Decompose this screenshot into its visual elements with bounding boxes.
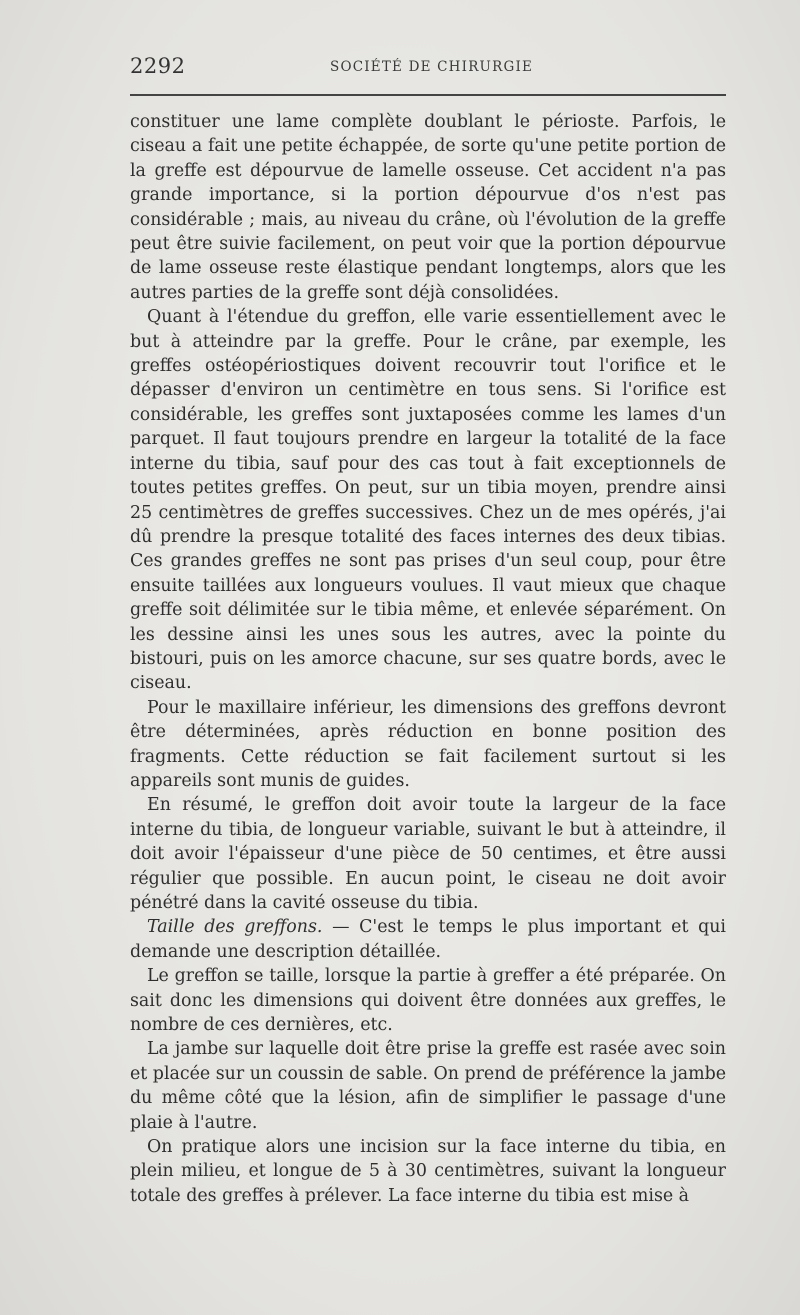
page-header — [130, 54, 726, 84]
paragraph: constituer une lame complète doublant le périoste. Parfois, le ciseau a fait une petite échappée, de sorte qu'une petite portion de la greffe est dépourvue de lamelle osseuse. Cet accident n'a pas grande importance, si la portion dépourvue d'os n'est pas considérable ; mais, au niveau du crâne, où l'évolution de la greffe peut être suivie facilement, on peut voir que la portion dépourvue de lame osseuse reste élastique pendant longtemps, alors que les autres parties de la greffe sont déjà consolidées. — [130, 112, 726, 303]
paragraph: Pour le maxillaire inférieur, les dimensions des greffons devront être déterminées, après réduction en bonne position des fragments. Cette réduction se fait facilement surtout si les appareils sont munis de guides. — [130, 697, 726, 791]
page-number: 2292 — [130, 54, 186, 78]
section-title: Taille des greffons. — [147, 917, 323, 938]
paragraph: En résumé, le greffon doit avoir toute la largeur de la face interne du tibia, de longueur variable, suivant le but à atteindre, il doit avoir l'épaisseur d'une pièce de 50 centimes, et être aussi régulier que possible. En aucun point, le ciseau ne doit avoir pénétré dans la cavité osseuse du tibia. — [130, 795, 726, 913]
section-paragraph — [130, 915, 726, 964]
running-title: SOCIÉTÉ DE CHIRURGIE — [330, 59, 534, 75]
section-text: — C'est le temps le plus important et qui demande une description détaillée. — [130, 917, 726, 962]
header-rule — [130, 94, 726, 96]
paragraph: La jambe sur laquelle doit être prise la greffe est rasée avec soin et placée sur un coussin de sable. On prend de préférence la jambe du même côté que la lésion, afin de simplifier le passage d'une plaie à l'autre. — [130, 1039, 726, 1133]
paragraph: On pratique alors une incision sur la face interne du tibia, en plein milieu, et longue de 5 à 30 centimètres, suivant la longueur totale des greffes à prélever. La face interne du tibia est mise à — [130, 1137, 726, 1206]
paragraph: Quant à l'étendue du greffon, elle varie essentiellement avec le but à atteindre par la greffe. Pour le crâne, par exemple, les greffes ostéopériostiques doivent recouvrir tout l'orifice et le dépasser d'environ un centimètre en tous sens. Si l'orifice est considérable, les greffes sont juxtaposées comme les lames d'un parquet. Il faut toujours prendre en largeur la totalité de la face interne du tibia, sauf pour des cas tout à fait exceptionnels de toutes petites greffes. On peut, sur un tibia moyen, prendre ainsi 25 centimètres de greffes successives. Chez un de mes opérés, j'ai dû prendre la presque totalité des faces internes des deux tibias. Ces grandes greffes ne sont pas prises d'un seul coup, pour être ensuite taillées aux longueurs voulues. Il vaut mieux que chaque greffe soit délimitée sur le tibia même, et enlevée séparément. On les dessine ainsi les unes sous les autres, avec la pointe du bistouri, puis on les amorce chacune, sur ses quatre bords, avec le ciseau. — [130, 307, 726, 694]
paragraph: Le greffon se taille, lorsque la partie à greffer a été préparée. On sait donc les dimensions qui doivent être données aux greffes, le nombre de ces dernières, etc. — [130, 966, 726, 1036]
body-text — [130, 110, 726, 1208]
